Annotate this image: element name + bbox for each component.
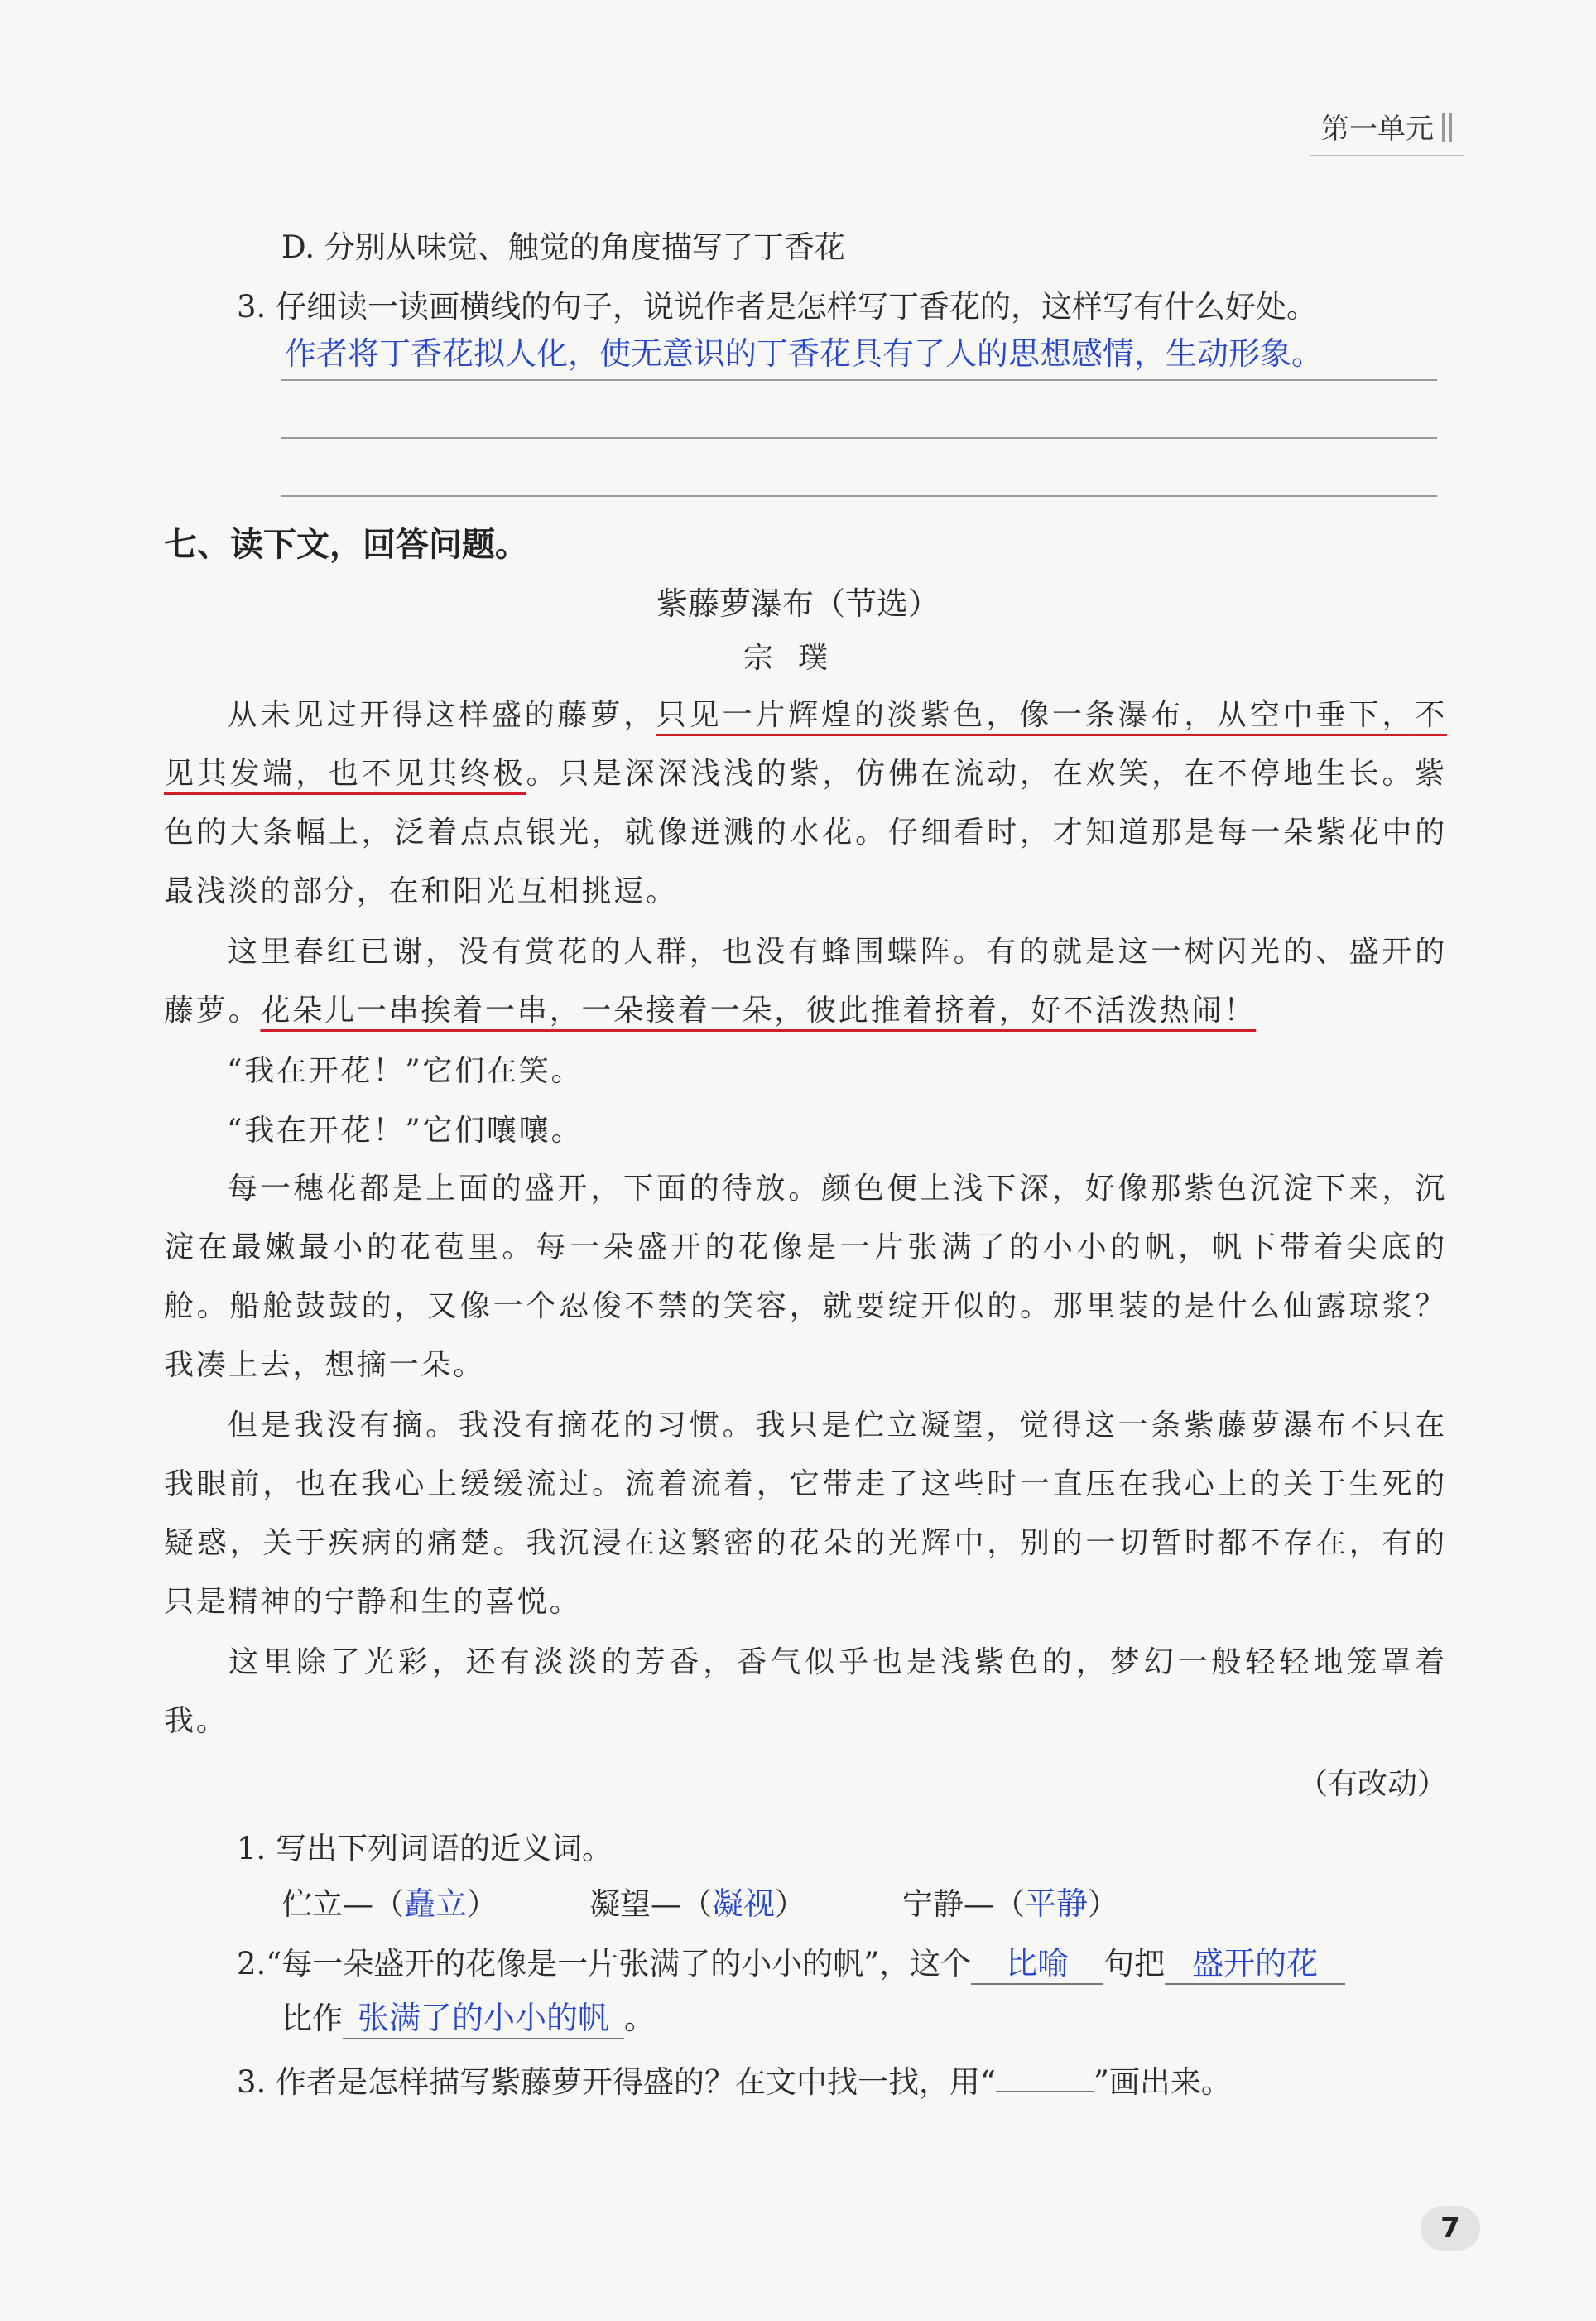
paragraph-7: [164, 1633, 1447, 1750]
question-3-answer[interactable]: 作者将丁香花拟人化，使无意识的丁香花具有了人的思想感情，生动形象。: [285, 335, 1324, 372]
underlined-part-2: 不见其发端，也不见其终极: [164, 698, 1447, 791]
question-2-line-1: [237, 1938, 1345, 1985]
option-d: D. 分别从味觉、触觉的角度描写了丁香花: [281, 229, 845, 265]
synonym-answer-2[interactable]: 凝视: [712, 1885, 776, 1922]
question-3b: [237, 2057, 1232, 2102]
synonym-answer-3[interactable]: 平静: [1025, 1885, 1089, 1922]
question-2-blank-1[interactable]: 比喻: [971, 1938, 1103, 1985]
p2-text: 这里春红已谢，没有赏花的人群，也没有蜂围蝶阵。有的就是这一树闪光的、盛开的藤萝。: [164, 935, 1447, 1028]
paragraph-4: [164, 1101, 1447, 1160]
answer-line-1: [281, 379, 1437, 381]
synonym-answer-1[interactable]: 矗立: [404, 1885, 468, 1922]
paragraph-2: [164, 922, 1447, 1040]
underline-sample: [996, 2069, 1094, 2092]
synonym-word-1: 伫立—（: [281, 1886, 404, 1922]
header-bars-icon: [1442, 113, 1452, 142]
question-1-prompt: 1. 写出下列词语的近义词。: [237, 1831, 613, 1866]
unit-label: 第一单元: [1321, 113, 1434, 146]
p1-text-rest: 。只是深深浅浅的紫，仿佛在流动，在欢笑，在不停地生长。紫色的大条幅上，泛着点点银光，就像迸溅的水花。仔细看时，才知道那是每一朵紫花中的最浅淡的部分，在和阳光互相挑逗。: [164, 757, 1447, 908]
p4-text: “我在开花！”它们嚷嚷。: [227, 1114, 584, 1148]
section-7-title: 七、读下文，回答问题。: [164, 526, 528, 564]
synonym-close-1: ）: [467, 1886, 498, 1922]
question-2-line-2: [281, 1992, 655, 2039]
question-3b-end: ”画出来。: [1093, 2064, 1232, 2100]
question-3-prompt: 3. 仔细读一读画横线的句子，说说作者是怎样写丁香花的，这样写有什么好处。: [237, 289, 1318, 325]
question-2-prompt: 2.“每一朵盛开的花像是一片张满了的小小的帆”，这个: [237, 1946, 972, 1982]
synonym-word-2: 凝望—（: [589, 1886, 712, 1922]
synonym-close-2: ）: [775, 1886, 806, 1922]
synonym-close-3: ）: [1088, 1886, 1119, 1922]
underlined-part-1: 只见一片辉煌的淡紫色，像一条瀑布，从空中垂下，: [656, 698, 1416, 732]
page-number: 7: [1421, 2206, 1480, 2251]
question-2-blank-2[interactable]: 盛开的花: [1165, 1938, 1345, 1985]
question-3b-prompt: 3. 作者是怎样描写紫藤萝开得盛的？在文中找一找，用“: [237, 2064, 996, 2100]
underlined-sentence-2: 花朵儿一串挨着一串，一朵接着一朵，彼此推着挤着，好不活泼热闹！: [260, 994, 1257, 1028]
paragraph-1: [164, 686, 1447, 921]
p5-text: 每一穗花都是上面的盛开，下面的待放。颜色便上浅下深，好像那紫色沉淀下来，沉淀在最嫩最小的花苞里。每一朵盛开的花像是一片张满了的小小的帆，帆下带着尖底的舱。船舱鼓鼓的，又像一个忍俊不禁的笑容，就要绽开似的。那里装的是什么仙露琼浆？我凑上去，想摘一朵。: [164, 1172, 1447, 1382]
answer-line-3: [281, 495, 1437, 497]
synonym-word-3: 宁静—（: [902, 1886, 1025, 1922]
synonym-item-1: [281, 1878, 498, 1924]
paragraph-5: [164, 1159, 1447, 1394]
paragraph-6: [164, 1396, 1447, 1631]
p6-text: 但是我没有摘。我没有摘花的习惯。我只是伫立凝望，觉得这一条紫藤萝瀑布不只在我眼前，也在我心上缓缓流过。流着流着，它带走了这些时一直压在我心上的关于生死的疑惑，关于疾病的痛楚。我沉浸在这繁密的花朵的光辉中，别的一切暂时都不存在，有的只是精神的宁静和生的喜悦。: [164, 1408, 1447, 1619]
article-title: 紫藤萝瀑布（节选）: [656, 585, 940, 622]
question-2-connector: 句把: [1103, 1946, 1166, 1982]
p7-text: 这里除了光彩，还有淡淡的芳香，香气似乎也是浅紫色的，梦幻一般轻轻地笼罩着我。: [164, 1645, 1447, 1738]
synonym-item-2: [589, 1878, 805, 1924]
synonym-item-3: [902, 1878, 1118, 1924]
unit-header: [1310, 106, 1464, 156]
answer-line-2: [281, 437, 1437, 439]
p3-text: “我在开花！”它们在笑。: [227, 1054, 584, 1088]
paragraph-3: [164, 1042, 1447, 1100]
question-2-period: 。: [624, 2001, 655, 2036]
question-2-bizuo: 比作: [281, 2001, 343, 2036]
p1-text-start: 从未见过开得这样盛的藤萝，: [227, 698, 656, 732]
question-2-blank-3[interactable]: 张满了的小小的帆: [343, 1992, 624, 2039]
revision-note: （有改动）: [1297, 1767, 1447, 1801]
article-author: 宗璞: [743, 641, 853, 675]
